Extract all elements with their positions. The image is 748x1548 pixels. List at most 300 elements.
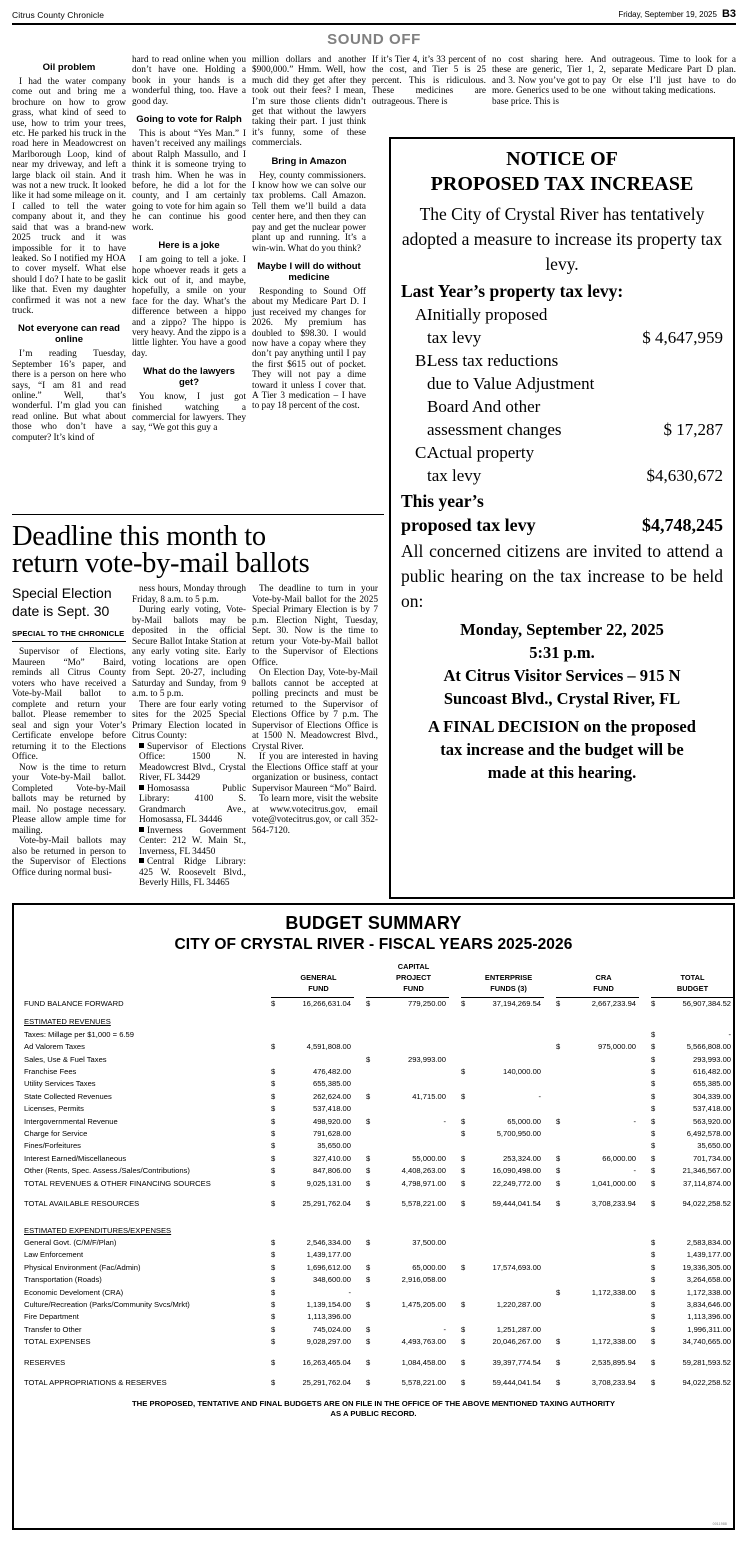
- budget-cell-value: 21,346,567.00: [682, 1166, 732, 1176]
- budget-cell-gap: [354, 1128, 366, 1140]
- budget-currency-symbol: $: [651, 1129, 656, 1139]
- budget-currency-symbol: $: [651, 1377, 656, 1387]
- budget-cell-value: 35,650.00: [317, 1141, 351, 1151]
- page-number: B3: [721, 8, 736, 20]
- budget-cell-value: [565, 1262, 639, 1274]
- budget-cell-gap: [354, 1249, 366, 1261]
- budget-cell-value: 65,000.00: [412, 1262, 446, 1272]
- budget-cell-value: 37,500.00: [412, 1237, 446, 1247]
- budget-cell-gap: [449, 1262, 461, 1274]
- budget-cell-gap: [449, 1165, 461, 1177]
- budget-currency-symbol: $: [556, 1377, 561, 1387]
- budget-cell-gap: [449, 998, 461, 1011]
- budget-currency-symbol: [556, 1078, 565, 1090]
- budget-cell-gap: [354, 1336, 366, 1348]
- article-bullet-item: Supervisor of Elections Office: 1500 N. Meadowcrest Blvd., Crystal River, FL 34429: [139, 741, 246, 783]
- budget-currency-symbol: $: [271, 1262, 276, 1272]
- budget-cell-gap: [449, 1299, 461, 1311]
- spacer: [401, 464, 427, 487]
- budget-currency-symbol: [461, 1103, 470, 1115]
- budget-cell-gap: [544, 1078, 556, 1090]
- budget-cell-value: 9,025,131.00: [306, 1178, 351, 1188]
- budget-currency-symbol: $: [651, 1166, 656, 1176]
- budget-cell-gap: [544, 1287, 556, 1299]
- notice-item-b-line2: [401, 372, 723, 395]
- budget-cell-gap: [544, 1311, 556, 1323]
- budget-cell-gap: [639, 1153, 651, 1165]
- budget-column-header: CAPITAL: [397, 962, 430, 971]
- budget-cell-gap: [639, 1377, 651, 1389]
- budget-currency-symbol: $: [366, 1178, 371, 1188]
- budget-cell-gap: [354, 1153, 366, 1165]
- table-row: [24, 1299, 734, 1311]
- budget-column-header: [556, 962, 651, 973]
- budget-row-label: Licenses, Permits: [24, 1104, 84, 1114]
- budget-cell-value: [470, 1010, 544, 1028]
- article-column-2: [132, 584, 252, 889]
- budget-currency-symbol: $: [556, 1337, 561, 1347]
- budget-currency-symbol: $: [461, 1337, 466, 1347]
- budget-currency-symbol: [556, 1299, 565, 1311]
- article-bullet-item: Inverness Government Center: 212 W. Main St., Inverness, FL 34450: [139, 825, 246, 857]
- budget-cell-value: [470, 1287, 544, 1299]
- budget-cell-value: [470, 1078, 544, 1090]
- bullet-square-icon: [139, 858, 144, 863]
- budget-currency-symbol: [366, 1041, 375, 1053]
- budget-cell-value: [565, 1091, 639, 1103]
- budget-cell-gap: [449, 1103, 461, 1115]
- budget-cell-gap: [354, 1165, 366, 1177]
- table-row: [24, 1377, 734, 1389]
- spacer: [401, 418, 427, 441]
- budget-cell-value: [565, 1324, 639, 1336]
- table-row: [24, 1153, 734, 1165]
- budget-row-label: Economic Develoment (CRA): [24, 1287, 124, 1297]
- budget-currency-symbol: $: [556, 1287, 561, 1297]
- budget-cell-value: 293,993.00: [407, 1054, 446, 1064]
- budget-cell-gap: [354, 1324, 366, 1336]
- budget-title: BUDGET SUMMARY: [285, 913, 462, 933]
- budget-cell-value: [375, 1140, 449, 1152]
- budget-currency-symbol: $: [461, 1262, 466, 1272]
- table-row: [24, 1311, 734, 1323]
- budget-cell-gap: [544, 1262, 556, 1274]
- article-paragraph: Supervisor of Elections, Maureen “Mo” Baird, reminds all Citrus County voters who have received a Vote-by-Mail ballot to complete and return your ballot. Please remember to seal and sign your Voter’s Certificate envelope before returning it to the Elections Office.: [12, 647, 126, 762]
- budget-cell-gap: [639, 1010, 651, 1028]
- final-decision-line3: made at this hearing.: [487, 763, 637, 782]
- notice-item-b-amount: $ 17,287: [663, 420, 723, 439]
- budget-currency-symbol: [556, 1103, 565, 1115]
- masthead-right: [618, 8, 736, 20]
- budget-cell-value: 537,418.00: [312, 1104, 351, 1114]
- budget-cell-gap: [354, 1198, 366, 1210]
- budget-cell-gap: [354, 1178, 366, 1190]
- budget-cell-gap: [639, 1029, 651, 1041]
- budget-cell-gap: [544, 1041, 556, 1053]
- budget-cell-value: 2,583,834.00: [686, 1237, 732, 1247]
- budget-cell-gap: [449, 1066, 461, 1078]
- budget-cell-value: 327,410.00: [312, 1153, 351, 1163]
- hearing-place-line2: Suncoast Blvd., Crystal River, FL: [443, 689, 681, 708]
- budget-cell-value: 5,578,221.00: [401, 1199, 446, 1209]
- budget-cell-value: 55,000.00: [412, 1153, 446, 1163]
- budget-cell-value: [470, 1103, 544, 1115]
- soundoff-heading: Maybe I will do without medicine: [257, 260, 361, 283]
- budget-cell-value: [375, 1249, 449, 1261]
- budget-row-label: Franchise Fees: [24, 1067, 77, 1077]
- budget-column-header: ENTERPRISE: [484, 973, 533, 982]
- soundoff-paragraph: Hey, county commissioners. I know how we can solve our tax problems. Call Amazon. Tell them we’ll build a data center here, and then they can pay and get the nuclear power plant up and running. It’s a win-win. What do you think?: [252, 170, 366, 254]
- budget-cell-value: -: [443, 1116, 446, 1126]
- budget-currency-symbol: $: [271, 1275, 276, 1285]
- budget-cell-value: [565, 1078, 639, 1090]
- budget-cell-value: 9,028,297.00: [306, 1337, 351, 1347]
- article-byline: SPECIAL TO THE CHRONICLE: [12, 629, 126, 642]
- budget-currency-symbol: $: [651, 1141, 656, 1151]
- budget-cell-gap: [354, 1357, 366, 1369]
- budget-cell-value: [565, 1010, 639, 1028]
- budget-currency-symbol: $: [271, 1116, 276, 1126]
- article-column-1: [12, 584, 132, 889]
- budget-cell-gap: [449, 1336, 461, 1348]
- budget-currency-symbol: [556, 1010, 565, 1028]
- budget-cell-value: -: [633, 1166, 637, 1176]
- budget-row-label: Law Enforcement: [24, 1250, 84, 1260]
- budget-currency-symbol: $: [461, 1357, 466, 1367]
- budget-currency-symbol: [651, 1010, 660, 1028]
- soundoff-heading: Oil problem: [42, 62, 96, 73]
- budget-cell-gap: [354, 1066, 366, 1078]
- budget-cell-gap: [544, 1274, 556, 1286]
- budget-cell-gap: [449, 1128, 461, 1140]
- article-paragraph: If you are interested in having the Elections Office staff at your organization or business, contact Supervisor Maureen “Mo” Baird.: [252, 752, 378, 794]
- budget-cell-gap: [639, 1336, 651, 1348]
- budget-currency-symbol: $: [366, 1299, 371, 1309]
- budget-currency-symbol: [651, 1219, 660, 1237]
- budget-cell-value: [470, 1219, 544, 1237]
- budget-currency-symbol: [366, 1078, 375, 1090]
- article-deck-line2: date is Sept. 30: [12, 603, 110, 619]
- table-row: [24, 1178, 734, 1190]
- budget-currency-symbol: [461, 1054, 470, 1066]
- notice-item-b-line4: [401, 418, 723, 441]
- budget-currency-symbol: [271, 1010, 280, 1028]
- budget-cell-value: 4,493,763.00: [401, 1337, 446, 1347]
- budget-cell-gap: [449, 1324, 461, 1336]
- budget-cell-value: 1,139,154.00: [306, 1299, 351, 1309]
- budget-cell-value: 975,000.00: [598, 1042, 637, 1052]
- notice-item-c-line2: [401, 464, 723, 487]
- final-decision-line1: A FINAL DECISION on the proposed: [428, 717, 696, 736]
- budget-cell-value: [470, 1249, 544, 1261]
- table-row: [24, 1103, 734, 1115]
- budget-currency-symbol: [366, 1128, 375, 1140]
- article-paragraph: During early voting, Vote-by-Mail ballots may be deposited in the official Secure Ballot Intake Station at any early voting site. Early voting locations are open from Sept. 20-27, including Saturday and Sunday, from 9 a.m. to 5 p.m.: [132, 605, 246, 699]
- budget-cell-value: 348,600.00: [312, 1275, 351, 1285]
- article-bullet-item: Homosassa Public Library: 4100 S. Grandmarch Ave., Homosassa, FL 34446: [139, 783, 246, 825]
- budget-currency-symbol: $: [271, 1237, 276, 1247]
- soundoff-column-5: [492, 55, 612, 107]
- budget-currency-symbol: [366, 1029, 375, 1041]
- budget-column-header: BUDGET: [676, 984, 709, 993]
- budget-row-label: FUND BALANCE FORWARD: [24, 999, 124, 1008]
- budget-currency-symbol: $: [651, 1067, 656, 1077]
- budget-cell-gap: [544, 1324, 556, 1336]
- budget-cell-value: 41,715.00: [412, 1091, 446, 1101]
- this-year-levy-row: [401, 513, 723, 537]
- budget-cell-value: 262,624.00: [312, 1091, 351, 1101]
- budget-currency-symbol: $: [651, 1299, 656, 1309]
- budget-cell-gap: [639, 1116, 651, 1128]
- budget-cell-value: 4,408,263.00: [401, 1166, 446, 1176]
- budget-currency-symbol: $: [556, 1153, 561, 1163]
- soundoff-heading: Bring in Amazon: [271, 155, 347, 167]
- budget-cell-value: 56,907,384.52: [682, 999, 732, 1008]
- budget-currency-symbol: $: [651, 1357, 656, 1367]
- budget-cell-gap: [544, 1029, 556, 1041]
- budget-cell-value: [565, 1103, 639, 1115]
- budget-cell-gap: [544, 1377, 556, 1389]
- table-row: [24, 1237, 734, 1249]
- notice-invite: All concerned citizens are invited to attend a public hearing on the tax increase to be held on:: [401, 541, 723, 611]
- budget-cell-value: [375, 1219, 449, 1237]
- budget-column-header: FUND: [593, 984, 614, 993]
- budget-currency-symbol: $: [651, 1091, 656, 1101]
- budget-cell-gap: [544, 1249, 556, 1261]
- table-row: [24, 1336, 734, 1348]
- budget-currency-symbol: $: [366, 1116, 371, 1126]
- budget-cell-value: 293,993.00: [693, 1054, 732, 1064]
- budget-row-label: Charge for Service: [24, 1129, 88, 1139]
- budget-cell-gap: [639, 1140, 651, 1152]
- budget-currency-symbol: $: [271, 1324, 276, 1334]
- budget-cell-value: 2,535,895.94: [591, 1357, 637, 1367]
- budget-cell-value: 2,667,233.94: [591, 999, 637, 1008]
- budget-currency-symbol: $: [366, 1054, 371, 1064]
- budget-cell-gap: [354, 1010, 366, 1028]
- table-row: [24, 1262, 734, 1274]
- table-row: [24, 1091, 734, 1103]
- budget-currency-symbol: $: [366, 1166, 371, 1176]
- budget-currency-symbol: $: [271, 1153, 276, 1163]
- budget-currency-symbol: $: [651, 1237, 656, 1247]
- table-row: [24, 1078, 734, 1090]
- soundoff-paragraph: Responding to Sound Off about my Medicare Part D. I just received my changes for 2026. My premium has doubled to $98.30. I would now have a copay where they don’t pay anything until I pay the first $615 out of pocket. They will not pay a dime toward it unless I cover that. A Tier 3 medication – I have to pay 18 percent of the cost.: [252, 286, 366, 412]
- budget-currency-symbol: [271, 1029, 280, 1041]
- budget-cell-value: 25,291,762.04: [302, 1199, 351, 1209]
- budget-currency-symbol: [366, 1287, 375, 1299]
- budget-currency-symbol: $: [461, 1153, 466, 1163]
- soundoff-column-2: [132, 55, 252, 434]
- budget-currency-symbol: $: [271, 1129, 276, 1139]
- budget-currency-symbol: [556, 1128, 565, 1140]
- budget-cell-value: [565, 1311, 639, 1323]
- article-headline-line2: return vote-by-mail ballots: [12, 548, 310, 579]
- budget-table: [24, 962, 734, 1389]
- budget-cell-gap: [639, 1078, 651, 1090]
- budget-currency-symbol: [556, 1029, 565, 1041]
- notice-title-line1: NOTICE OF: [506, 148, 618, 170]
- notice-item-c-text1: Actual property: [427, 443, 535, 462]
- budget-cell-gap: [449, 1311, 461, 1323]
- budget-cell-gap: [544, 1165, 556, 1177]
- budget-cell-gap: [449, 1357, 461, 1369]
- budget-cell-value: 563,920.00: [693, 1116, 732, 1126]
- budget-cell-value: 25,291,762.04: [302, 1377, 351, 1387]
- budget-cell-value: [375, 1103, 449, 1115]
- budget-cell-value: 140,000.00: [503, 1067, 542, 1077]
- budget-currency-symbol: $: [461, 1377, 466, 1387]
- budget-row-label: Taxes: Millage per $1,000 = 6.59: [24, 1029, 134, 1039]
- budget-currency-symbol: $: [271, 1141, 276, 1151]
- budget-cell-gap: [449, 1219, 461, 1237]
- soundoff-column-6: [612, 55, 736, 97]
- budget-cell-gap: [449, 1041, 461, 1053]
- budget-cell-gap: [639, 1219, 651, 1237]
- budget-cell-value: 1,041,000.00: [591, 1178, 637, 1188]
- table-row: [24, 1274, 734, 1286]
- budget-cell-gap: [639, 1198, 651, 1210]
- budget-cell-gap: [354, 1029, 366, 1041]
- notice-item-c-letter: C.: [415, 443, 431, 462]
- budget-cell-value: 1,172,338.00: [591, 1287, 637, 1297]
- budget-cell-value: 655,385.00: [693, 1079, 732, 1089]
- budget-row-label: TOTAL APPROPRIATIONS & RESERVES: [24, 1377, 167, 1387]
- budget-cell-value: [660, 1010, 734, 1028]
- budget-cell-gap: [449, 1274, 461, 1286]
- budget-cell-value: [375, 1029, 449, 1041]
- notice-item-c-text2: tax levy: [427, 466, 482, 485]
- budget-cell-value: 5,566,808.00: [686, 1042, 732, 1052]
- budget-currency-symbol: [461, 1029, 470, 1041]
- budget-column-header: TOTAL: [680, 973, 705, 982]
- budget-cell-value: 1,251,287.00: [496, 1324, 542, 1334]
- budget-currency-symbol: $: [651, 1250, 656, 1260]
- budget-cell-gap: [639, 1311, 651, 1323]
- budget-cell-value: 16,263,465.04: [302, 1357, 351, 1367]
- budget-row-label: Physical Environment (Fac/Admin): [24, 1262, 141, 1272]
- this-year-label-line2: proposed tax levy: [401, 515, 536, 535]
- budget-cell-value: [375, 1287, 449, 1299]
- budget-cell-gap: [354, 998, 366, 1011]
- budget-currency-symbol: $: [271, 1091, 276, 1101]
- budget-currency-symbol: $: [366, 1337, 371, 1347]
- budget-cell-gap: [354, 1078, 366, 1090]
- budget-currency-symbol: $: [271, 1067, 276, 1077]
- budget-cell-gap: [639, 1091, 651, 1103]
- budget-cell-value: 34,740,665.00: [682, 1337, 732, 1347]
- budget-currency-symbol: $: [651, 1324, 656, 1334]
- budget-currency-symbol: [461, 1219, 470, 1237]
- budget-cell-gap: [449, 1153, 461, 1165]
- soundoff-heading: Going to vote for Ralph: [136, 114, 242, 126]
- budget-cell-value: 1,996,311.00: [687, 1324, 732, 1334]
- budget-section-row: [24, 1219, 734, 1237]
- budget-cell-value: 1,172,338.00: [686, 1287, 732, 1297]
- budget-cell-value: 476,482.00: [312, 1067, 351, 1077]
- budget-currency-symbol: [556, 1237, 565, 1249]
- budget-cell-gap: [544, 1116, 556, 1128]
- budget-cell-gap: [639, 998, 651, 1011]
- final-decision-line2: tax increase and the budget will be: [440, 740, 684, 759]
- budget-column-header: [271, 962, 366, 973]
- notice-item-b-text2: due to Value Adjustment: [427, 374, 595, 393]
- this-year-label-line1: This year’s: [401, 491, 484, 511]
- budget-cell-gap: [544, 1054, 556, 1066]
- budget-cell-value: 4,591,808.00: [306, 1042, 351, 1052]
- article-bullet-item: Central Ridge Library: 425 W. Roosevelt Blvd., Beverly Hills, FL 34465: [139, 857, 246, 888]
- budget-column-header: FUND: [403, 984, 424, 993]
- budget-currency-symbol: $: [461, 1178, 466, 1188]
- budget-cell-value: 16,266,631.04: [302, 999, 351, 1008]
- budget-currency-symbol: $: [556, 1116, 561, 1126]
- budget-currency-symbol: $: [271, 1199, 276, 1209]
- budget-row-label: ESTIMATED REVENUES: [24, 1017, 111, 1027]
- table-row: [24, 1054, 734, 1066]
- budget-header-row-1: [24, 973, 734, 984]
- budget-currency-symbol: $: [556, 999, 561, 1008]
- notice-item-b-text1: Less tax reductions: [427, 351, 559, 370]
- budget-subtitle: CITY OF CRYSTAL RIVER - FISCAL YEARS 2025-2026: [174, 936, 573, 953]
- budget-spacer-row: [24, 1211, 734, 1219]
- budget-footnote-line2: AS A PUBLIC RECORD.: [330, 1409, 417, 1419]
- budget-cell-value: 1,439,177.00: [306, 1250, 351, 1260]
- budget-currency-symbol: [366, 1311, 375, 1323]
- budget-spacer-row: [24, 1190, 734, 1198]
- budget-cell-value: 3,834,646.00: [686, 1299, 732, 1309]
- budget-cell-gap: [639, 1237, 651, 1249]
- budget-currency-symbol: $: [651, 1178, 656, 1188]
- budget-cell-gap: [354, 1287, 366, 1299]
- budget-row-label: Fines/Forfeitures: [24, 1141, 81, 1151]
- notice-item-b-text3: Board And other: [427, 397, 541, 416]
- budget-cell-gap: [544, 1091, 556, 1103]
- soundoff-heading: What do the lawyers get?: [143, 366, 235, 389]
- notice-item-a-amount: $ 4,647,959: [642, 328, 723, 347]
- budget-currency-symbol: $: [651, 1104, 656, 1114]
- budget-cell-value: [565, 1274, 639, 1286]
- budget-currency-symbol: $: [271, 1337, 276, 1347]
- soundoff-column-1: [12, 55, 132, 443]
- budget-currency-symbol: $: [461, 1091, 466, 1101]
- budget-currency-symbol: $: [271, 1287, 276, 1297]
- budget-column-header: PROJECT: [396, 973, 431, 982]
- budget-cell-value: [565, 1249, 639, 1261]
- publication-name: Citrus County Chronicle: [12, 10, 105, 20]
- article-column-3: [252, 584, 378, 889]
- notice-item-a-letter: A.: [415, 305, 432, 324]
- soundoff-paragraph: million dollars and another $900,000.” Hmm. Well, how much did they get after they took out their fees? I mean, I’m sure those clients didn’t get that without the lawyers taking their part. I just think it’s funny, some of these commercials.: [252, 55, 366, 149]
- budget-cell-gap: [449, 1178, 461, 1190]
- notice-item-a-text1: Initially proposed: [427, 305, 548, 324]
- budget-row-label: Ad Valorem Taxes: [24, 1042, 85, 1052]
- budget-cell-value: [375, 1066, 449, 1078]
- budget-currency-symbol: [366, 1010, 375, 1028]
- soundoff-heading: Not everyone can read online: [18, 323, 120, 346]
- notice-item-a-line1: [401, 303, 723, 326]
- budget-row-label: Culture/Recreation (Parks/Community Svcs/Mrkt): [24, 1299, 190, 1309]
- budget-cell-value: [565, 1029, 639, 1041]
- budget-cell-gap: [639, 1178, 651, 1190]
- budget-row-label: TOTAL REVENUES & OTHER FINANCING SOURCES: [24, 1178, 211, 1188]
- soundoff-heading: Here is a joke: [158, 240, 220, 252]
- budget-currency-symbol: [461, 1274, 470, 1286]
- budget-currency-symbol: [366, 1140, 375, 1152]
- budget-currency-symbol: $: [651, 1054, 656, 1064]
- budget-cell-gap: [449, 1078, 461, 1090]
- budget-cell-value: 1,439,177.00: [686, 1250, 732, 1260]
- soundoff-paragraph: outrageous. Time to look for a separate Medicare Part D plan. Or else I’ll just have to do without taking medications.: [612, 55, 736, 97]
